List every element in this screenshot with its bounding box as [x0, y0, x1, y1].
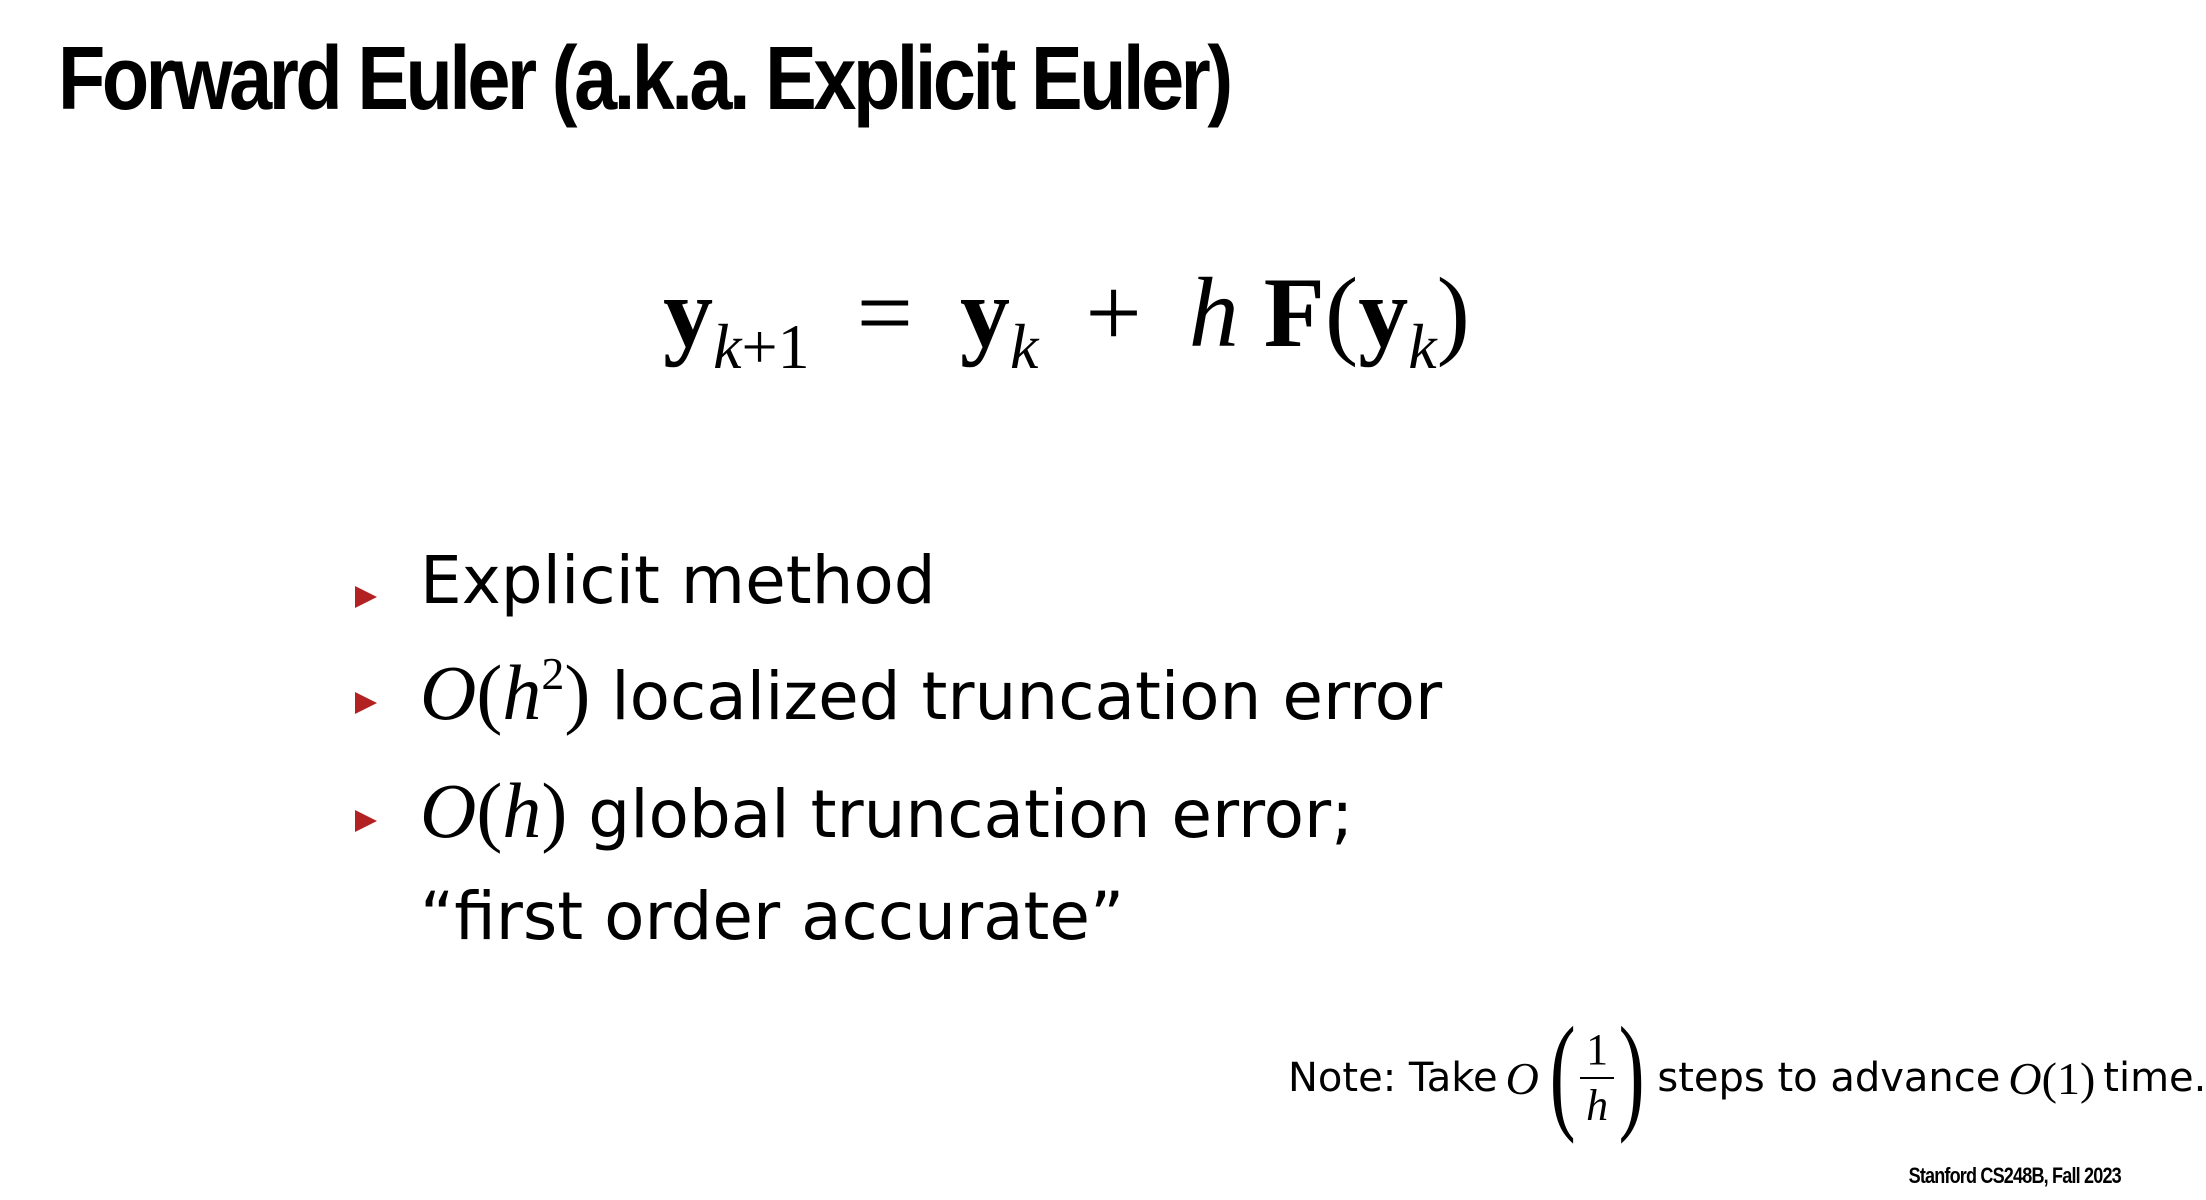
eq-lhs-y: y [663, 257, 714, 368]
bullet-math-global [420, 767, 567, 854]
eq-arg-subscript: k [1408, 311, 1437, 382]
math-O: O [420, 767, 477, 854]
note [1288, 1001, 2206, 1145]
math-open-paren: ( [476, 649, 503, 736]
note-o-expr-arg: (1) [2041, 1052, 2096, 1104]
bullet-triangle-icon [355, 810, 377, 832]
eq-step-h: h [1188, 257, 1239, 368]
fraction-bar [1580, 1077, 1614, 1079]
math-O: O [420, 649, 477, 736]
note-suffix: time. [2103, 1055, 2206, 1101]
note-middle: steps to advance [1657, 1055, 2001, 1101]
note-big-o: O [1505, 1052, 1539, 1104]
bullet-explicit-method [355, 542, 1442, 619]
note-fraction [1580, 1024, 1614, 1130]
note-o-expr-O: O [2008, 1052, 2042, 1104]
eq-rhs-subscript: k [1009, 311, 1039, 382]
bullet-continuation: “first order accurate” [420, 878, 1125, 955]
bullet-list [355, 542, 1443, 990]
bullet-triangle-icon [355, 692, 377, 714]
math-close-paren: ) [541, 767, 568, 854]
note-o-expr [2008, 1052, 2095, 1105]
math-exponent: 2 [541, 648, 565, 699]
math-var: h [502, 767, 542, 854]
bullet-text: Explicit method [420, 542, 936, 619]
eq-lhs-subscript [713, 311, 810, 382]
bullet-text: global truncation error; [588, 776, 1354, 853]
eq-open-paren: ( [1324, 257, 1359, 368]
bullet-triangle-icon [355, 586, 377, 608]
eq-func-F: F [1263, 257, 1325, 368]
eq-lhs-subscript-var: k [713, 311, 742, 382]
eq-lhs-subscript-rest: +1 [741, 311, 810, 382]
math-close-paren: ) [564, 649, 591, 736]
bullet-math-local [420, 649, 590, 736]
note-prefix: Note: Take [1288, 1055, 1498, 1101]
eq-close-paren: ) [1436, 257, 1470, 368]
note-close-paren: ) [1618, 1001, 1645, 1145]
slide-title: Forward Euler (a.k.a. Explicit Euler) [58, 29, 1230, 129]
bullet-local-error [355, 648, 1443, 736]
math-var: h [502, 649, 542, 736]
math-open-paren: ( [476, 767, 503, 854]
bullet-global-error [355, 767, 1442, 955]
footer-course-label: Stanford CS248B, Fall 2023 [1908, 1163, 2121, 1188]
bullet-text: localized truncation error [611, 658, 1443, 735]
fraction-denominator: h [1586, 1081, 1609, 1130]
eq-equals: = [856, 257, 913, 368]
note-open-paren: ( [1549, 1001, 1576, 1145]
eq-plus: + [1085, 257, 1142, 368]
forward-euler-equation [0, 257, 2133, 382]
eq-arg-y: y [1358, 257, 1409, 368]
eq-rhs-y: y [959, 257, 1010, 368]
fraction-numerator: 1 [1586, 1024, 1609, 1074]
